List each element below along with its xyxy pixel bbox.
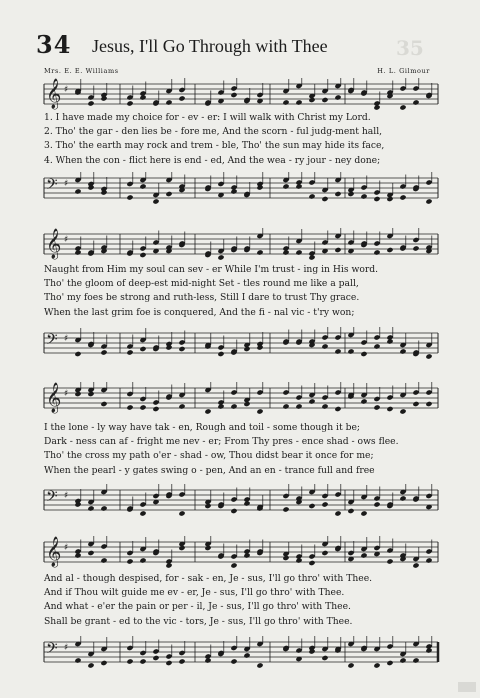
note-head	[204, 657, 211, 663]
treble-staff-4	[0, 536, 480, 576]
note-head	[308, 254, 315, 260]
note-head	[100, 505, 107, 511]
note-head	[230, 658, 237, 664]
note-head	[295, 403, 302, 409]
note-head	[256, 408, 263, 414]
note-head	[230, 403, 237, 409]
note-head	[87, 391, 94, 397]
note-head	[126, 349, 133, 355]
note-head	[386, 558, 393, 564]
note-head	[334, 406, 341, 412]
lyric-line: 2. Tho' the gar - den lies be - fore me, And the scorn - ful judg-ment hall,	[44, 126, 383, 138]
note-head	[373, 501, 380, 507]
note-head	[412, 562, 419, 568]
note-head	[243, 401, 250, 407]
note-head	[412, 245, 419, 251]
note-head	[152, 655, 159, 661]
note-head	[217, 351, 224, 357]
note-head	[139, 557, 146, 563]
note-head	[256, 249, 263, 255]
note-head	[412, 99, 419, 105]
note-head	[100, 349, 107, 355]
note-head	[204, 408, 211, 414]
words-credit: Mrs. E. E. Williams	[44, 67, 119, 75]
note-head	[165, 562, 172, 568]
note-head	[386, 406, 393, 412]
note-head	[139, 510, 146, 516]
note-head	[412, 401, 419, 407]
note-head	[217, 254, 224, 260]
key-sharp-icon: ♯	[64, 235, 69, 245]
lyric-line: Dark - ness can af - fright me nev - er; From Thy pres - ence shad - ows flee.	[44, 436, 399, 448]
note-head	[308, 398, 315, 404]
bass-staff-3	[0, 484, 480, 524]
note-head	[74, 249, 81, 255]
note-head	[165, 99, 172, 105]
lyric-line: Tho' the cross my path o'er - shad - ow, Thou didst bear it once for me;	[44, 450, 374, 462]
note-head	[178, 545, 185, 551]
note-head	[373, 662, 380, 668]
note-head	[360, 398, 367, 404]
note-head	[165, 191, 172, 197]
lyric-line: 4. When the con - flict here is end - ed, And the wea - ry jour - ney done;	[44, 154, 381, 166]
note-head	[126, 100, 133, 106]
lyric-line: When the last grim foe is conquered, And the fi - nal vic - t'ry won;	[44, 306, 355, 318]
key-sharp-icon: ♯	[64, 179, 69, 189]
note-head	[399, 408, 406, 414]
note-head	[425, 647, 432, 653]
key-sharp-icon: ♯	[64, 85, 69, 95]
note-head	[152, 198, 159, 204]
note-head	[295, 249, 302, 255]
note-head	[139, 94, 146, 100]
note-head	[360, 552, 367, 558]
bass-staff-2	[0, 327, 480, 367]
note-head	[100, 557, 107, 563]
note-head	[360, 510, 367, 516]
note-head	[334, 247, 341, 253]
note-head	[282, 555, 289, 561]
note-head	[360, 193, 367, 199]
note-head	[230, 508, 237, 514]
note-head	[399, 657, 406, 663]
note-head	[321, 343, 328, 349]
lyrics-system-4	[44, 572, 444, 629]
note-head	[178, 95, 185, 101]
note-head	[321, 97, 328, 103]
note-head	[139, 183, 146, 189]
note-head	[373, 249, 380, 255]
note-head	[178, 510, 185, 516]
note-head	[256, 662, 263, 668]
note-head	[347, 191, 354, 197]
note-head	[399, 348, 406, 354]
key-sharp-icon: ♯	[64, 389, 69, 399]
note-head	[386, 247, 393, 253]
note-head	[126, 404, 133, 410]
note-head	[308, 193, 315, 199]
treble-staff-2	[0, 228, 480, 268]
lyric-line: Shall be grant - ed to the vic - tors, Je - sus, I'll go thro' with Thee.	[44, 615, 353, 627]
note-head	[308, 97, 315, 103]
key-sharp-icon: ♯	[64, 543, 69, 553]
note-head	[334, 510, 341, 516]
note-head	[295, 183, 302, 189]
note-head	[243, 346, 250, 352]
bass-clef-icon: 𝄢	[46, 331, 58, 352]
note-head	[321, 550, 328, 556]
note-head	[139, 252, 146, 258]
lyric-line: 3. Tho' the earth may rock and trem - ble, Tho' the sun may hide its face,	[44, 140, 385, 152]
note-head	[321, 403, 328, 409]
key-sharp-icon: ♯	[64, 491, 69, 501]
note-head	[100, 660, 107, 666]
bleed-through-number: 35	[396, 36, 424, 60]
note-head	[178, 346, 185, 352]
note-head	[386, 660, 393, 666]
note-head	[425, 353, 432, 359]
note-head	[217, 403, 224, 409]
note-head	[360, 351, 367, 357]
note-head	[243, 500, 250, 506]
lyric-line: 1. I have made my choice for - ev - er: I will walk with Christ my Lord.	[44, 112, 371, 123]
lyric-line: Tho' my foes be strong and ruth-less, Still I dare to trust Thy grace.	[44, 292, 360, 304]
bass-clef-icon: 𝄢	[46, 176, 58, 197]
note-head	[386, 196, 393, 202]
note-head	[74, 657, 81, 663]
note-head	[295, 99, 302, 105]
note-head	[204, 545, 211, 551]
lyrics-system-3	[44, 421, 444, 478]
note-head	[100, 401, 107, 407]
note-head	[74, 351, 81, 357]
treble-clef-icon: 𝄞	[46, 79, 62, 109]
page-corner-mark	[458, 682, 476, 692]
note-head	[399, 104, 406, 110]
bass-staff-4	[0, 636, 480, 676]
note-head	[334, 94, 341, 100]
bass-staff-1	[0, 172, 480, 212]
note-head	[308, 560, 315, 566]
note-head	[178, 403, 185, 409]
lyric-line: Tho' the gloom of deep-est mid-night Set - tles round me like a pall,	[44, 278, 359, 290]
note-head	[334, 191, 341, 197]
note-head	[126, 558, 133, 564]
note-head	[373, 104, 380, 110]
note-head	[373, 404, 380, 410]
treble-staff-3	[0, 382, 480, 422]
note-head	[230, 92, 237, 98]
note-head	[282, 403, 289, 409]
note-head	[243, 652, 250, 658]
bass-clef-icon: 𝄢	[46, 640, 58, 661]
note-head	[152, 406, 159, 412]
note-head	[243, 552, 250, 558]
note-head	[139, 658, 146, 664]
note-head	[399, 194, 406, 200]
note-head	[74, 188, 81, 194]
note-head	[321, 655, 328, 661]
note-head	[412, 657, 419, 663]
lyrics-system-1	[44, 111, 444, 168]
note-head	[334, 348, 341, 354]
note-head	[282, 506, 289, 512]
lyric-line: And al - though despised, for - sak - en, Je - sus, I'll go thro' with Thee.	[44, 573, 373, 584]
note-head	[87, 550, 94, 556]
note-head	[204, 503, 211, 509]
note-head	[139, 346, 146, 352]
note-head	[373, 343, 380, 349]
lyric-line: Naught from Him my soul can sev - er While I'm trust - ing in His word.	[44, 264, 379, 275]
note-head	[87, 662, 94, 668]
note-head	[373, 196, 380, 202]
note-head	[126, 658, 133, 664]
note-head	[74, 391, 81, 397]
note-head	[347, 348, 354, 354]
note-head	[230, 562, 237, 568]
note-head	[347, 508, 354, 514]
hymn-title: Jesus, I'll Go Through with Thee	[92, 36, 328, 56]
note-head	[230, 188, 237, 194]
note-head	[425, 401, 432, 407]
treble-clef-icon: 𝄞	[46, 537, 62, 567]
note-head	[295, 557, 302, 563]
note-head	[282, 99, 289, 105]
bass-clef-icon: 𝄢	[46, 488, 58, 509]
hymn-number: 34	[36, 30, 72, 59]
note-head	[282, 183, 289, 189]
note-head	[425, 198, 432, 204]
lyric-line: And what - e'er the pain or per - il, Je - sus, I'll go thro' with Thee.	[44, 601, 351, 613]
lyric-line: And if Thou wilt guide me ev - er, Je - sus, I'll go thro' with Thee.	[44, 587, 345, 599]
note-head	[347, 662, 354, 668]
note-head	[126, 194, 133, 200]
note-head	[87, 505, 94, 511]
note-head	[139, 404, 146, 410]
treble-clef-icon: 𝄞	[46, 229, 62, 259]
key-sharp-icon: ♯	[64, 334, 69, 344]
key-sharp-icon: ♯	[64, 643, 69, 653]
lyrics-system-2	[44, 263, 444, 320]
music-credit: H. L. Gilmour	[377, 67, 430, 75]
note-head	[178, 658, 185, 664]
note-head	[386, 338, 393, 344]
note-head	[165, 660, 172, 666]
lyric-line: I the lone - ly way have tak - en, Rough and toil - some though it be;	[44, 422, 360, 433]
treble-clef-icon: 𝄞	[46, 383, 62, 413]
lyric-line: When the pearl - y gates swing o - pen, And an en - trance full and free	[44, 464, 375, 476]
note-head	[87, 100, 94, 106]
note-head	[321, 196, 328, 202]
note-head	[425, 557, 432, 563]
note-head	[282, 249, 289, 255]
note-head	[399, 495, 406, 501]
note-head	[74, 552, 81, 558]
note-head	[308, 503, 315, 509]
note-head	[321, 501, 328, 507]
